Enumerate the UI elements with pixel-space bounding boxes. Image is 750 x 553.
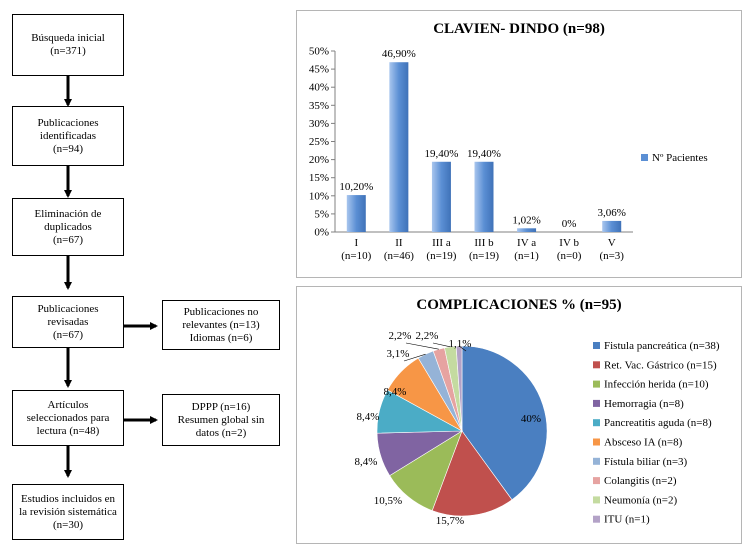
pie-data-label: 15,7% (435, 515, 465, 527)
flowchart-arrows (0, 0, 300, 553)
flow-box-no-relevantes: Publicaciones no relevantes (n=13) Idiomas (n=6) (162, 300, 280, 350)
pie-legend-swatch (593, 361, 600, 368)
bar-category-label: (n=10) (341, 250, 372, 262)
bar-chart (297, 11, 741, 277)
pie-legend-label: Absceso IA (n=8) (604, 436, 683, 449)
bar-y-tick-label: 50% (308, 45, 329, 58)
pie-data-label: 1,1% (448, 338, 472, 350)
bar-y-tick-label: 20% (308, 154, 329, 167)
pie-legend-label: Fistula pancreática (n=38) (604, 340, 720, 352)
bar-y-tick-label: 15% (308, 172, 329, 185)
bar-category-label: IV a (517, 237, 537, 249)
pie-legend-label: Hemorragia (n=8) (604, 397, 684, 410)
bar-y-tick-label: 0% (314, 226, 329, 239)
pie-legend-swatch (593, 400, 600, 407)
bar-category-label: II (395, 237, 403, 249)
bar-category-label: I (354, 237, 359, 249)
pie-legend-label: Infección herida (n=10) (604, 378, 709, 391)
pie-legend-swatch (593, 381, 600, 388)
bar-y-tick-label: 30% (308, 117, 329, 130)
bar-category-label: (n=19) (426, 250, 457, 262)
pie-legend-label: Colangitis (n=2) (604, 475, 677, 488)
pie-chart (297, 287, 741, 543)
pie-legend-swatch (593, 419, 600, 426)
bar-chart-panel (296, 10, 742, 278)
pie-chart-panel (296, 286, 742, 544)
flow-box-incluidos: Estudios incluidos en la revisión sistemática (n=30) (12, 484, 124, 540)
bar-category-label: (n=46) (383, 250, 414, 262)
bar-data-label: 19,40% (424, 147, 459, 160)
flow-box-identificadas: Publicaciones identificadas (n=94) (12, 106, 124, 166)
bar-4 (517, 228, 536, 232)
pie-data-label: 40% (520, 413, 542, 425)
pie-data-label: 2,2% (388, 330, 412, 342)
bar-legend-swatch (641, 154, 648, 161)
pie-data-label: 2,2% (415, 330, 439, 342)
flow-box-busqueda: Búsqueda inicial (n=371) (12, 14, 124, 76)
bar-y-tick-label: 5% (314, 208, 329, 221)
bar-6 (602, 221, 621, 232)
bar-data-label: 46,90% (381, 48, 416, 61)
pie-data-label: 8,4% (354, 456, 378, 468)
pie-data-label: 10,5% (373, 495, 403, 507)
pie-legend-label: Pancreatitis aguda (n=8) (604, 417, 712, 430)
bar-data-label: 0% (561, 218, 577, 230)
pie-legend-swatch (593, 477, 600, 484)
pie-data-label: 8,4% (356, 411, 380, 423)
bar-y-tick-label: 45% (308, 63, 329, 76)
bar-0 (347, 195, 366, 232)
bar-y-tick-label: 25% (308, 136, 329, 148)
bar-data-label: 19,40% (467, 147, 501, 160)
flow-box-dppp: DPPP (n=16) Resumen global sin datos (n=2) (162, 394, 280, 446)
pie-legend-swatch (593, 516, 600, 523)
pie-legend-swatch (593, 439, 600, 446)
pie-legend-label: Fístula biliar (n=3) (604, 455, 688, 468)
pie-chart-title: COMPLICACIONES % (n=95) (416, 297, 622, 313)
bar-category-label: V (607, 237, 616, 249)
bar-data-label: 3,06% (597, 206, 626, 219)
bar-y-tick-label: 35% (308, 99, 329, 112)
bar-data-label: 1,02% (512, 214, 541, 227)
bar-legend-label: Nº Pacientes (652, 152, 708, 164)
pie-legend-swatch (593, 342, 600, 349)
bar-3 (475, 162, 494, 232)
bar-category-label: (n=3) (599, 250, 624, 262)
pie-legend-label: ITU (n=1) (604, 513, 650, 526)
bar-1 (389, 62, 408, 232)
pie-leader-line (406, 343, 439, 349)
bar-category-label: (n=19) (468, 250, 500, 262)
bar-2 (432, 162, 451, 232)
pie-legend-swatch (593, 458, 600, 465)
pie-legend-swatch (593, 496, 600, 503)
pie-legend-label: Neumonía (n=2) (604, 494, 678, 507)
bar-category-label: (n=1) (514, 250, 539, 262)
bar-y-tick-label: 10% (308, 190, 329, 203)
bar-category-label: IV b (559, 237, 579, 249)
flow-box-seleccionados: Artículos seleccionados para lectura (n=48) (12, 390, 124, 446)
bar-chart-title: CLAVIEN- DINDO (n=98) (433, 21, 605, 37)
flow-box-duplicados: Eliminación de duplicados (n=67) (12, 198, 124, 256)
bar-category-label: III a (432, 237, 451, 249)
bar-category-label: III b (474, 237, 494, 249)
pie-legend-label: Ret. Vac. Gástrico (n=15) (604, 359, 717, 372)
bar-y-tick-label: 40% (308, 81, 329, 94)
bar-category-label: (n=0) (556, 250, 582, 262)
flow-box-revisadas: Publicaciones revisadas (n=67) (12, 296, 124, 348)
pie-data-label: 3,1% (386, 348, 410, 360)
bar-data-label: 10,20% (339, 181, 374, 194)
pie-data-label: 8,4% (383, 386, 407, 398)
